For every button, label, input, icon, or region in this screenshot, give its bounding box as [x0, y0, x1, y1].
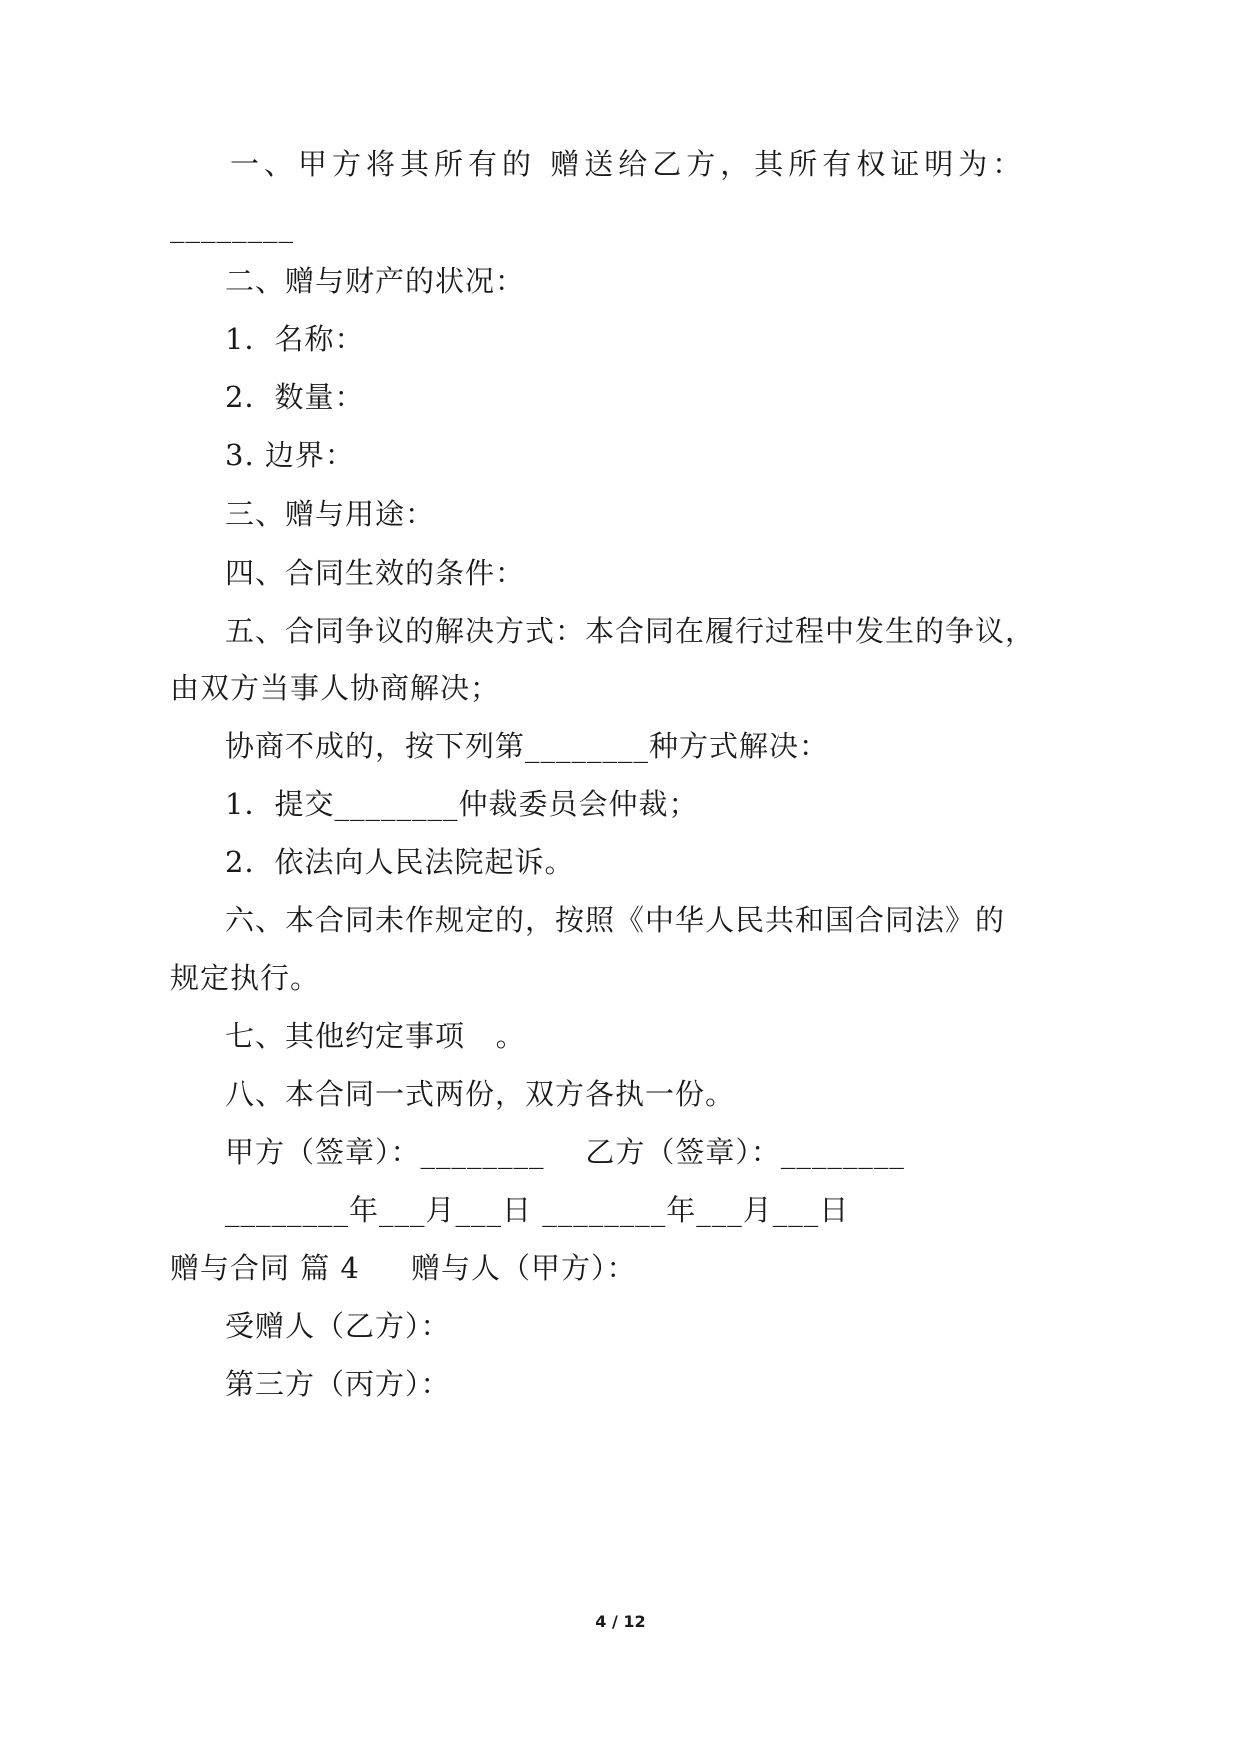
ownership-proof-blank: ________	[170, 209, 294, 243]
item-quantity: 2．数量：	[225, 380, 365, 414]
third-party-line: 第三方（丙方）：	[225, 1367, 451, 1401]
dispute-method-line: 协商不成的，按下列第________种方式解决：	[225, 729, 830, 763]
donee-line: 受赠人（乙方）：	[225, 1309, 451, 1343]
clause-8-line: 八、本合同一式两份，双方各执一份。	[225, 1077, 736, 1111]
clause-4-heading: 四、合同生效的条件：	[225, 556, 526, 590]
contract-4-heading: 赠与合同 篇 4 赠与人（甲方）：	[170, 1251, 637, 1285]
date-line: ________年___月___日 ________年___月___日	[225, 1193, 850, 1227]
clause-1-line: 一、甲方将其所有的 赠送给乙方，其所有权证明为：	[230, 147, 1027, 181]
item-name: 1．名称：	[225, 322, 365, 356]
clause-2-heading: 二、赠与财产的状况：	[225, 264, 526, 298]
clause-7-line: 七、其他约定事项 。	[225, 1019, 526, 1053]
signature-line: 甲方（签章）：________ 乙方（签章）：________	[225, 1135, 905, 1169]
litigation-option: 2．依法向人民法院起诉。	[225, 845, 575, 879]
clause-6-line-1: 六、本合同未作规定的，按照《中华人民共和国合同法》的	[225, 903, 1006, 937]
clause-5-line-1: 五、合同争议的解决方式：本合同在履行过程中发生的争议，	[225, 614, 1036, 648]
arbitration-option: 1．提交________仲裁委员会仲裁；	[225, 787, 699, 821]
clause-6-line-2: 规定执行。	[170, 961, 321, 995]
clause-5-line-2: 由双方当事人协商解决；	[170, 671, 501, 705]
page-number: 4 / 12	[595, 1612, 646, 1631]
item-boundary: 3. 边界：	[225, 438, 355, 472]
clause-3-heading: 三、赠与用途：	[225, 497, 436, 531]
